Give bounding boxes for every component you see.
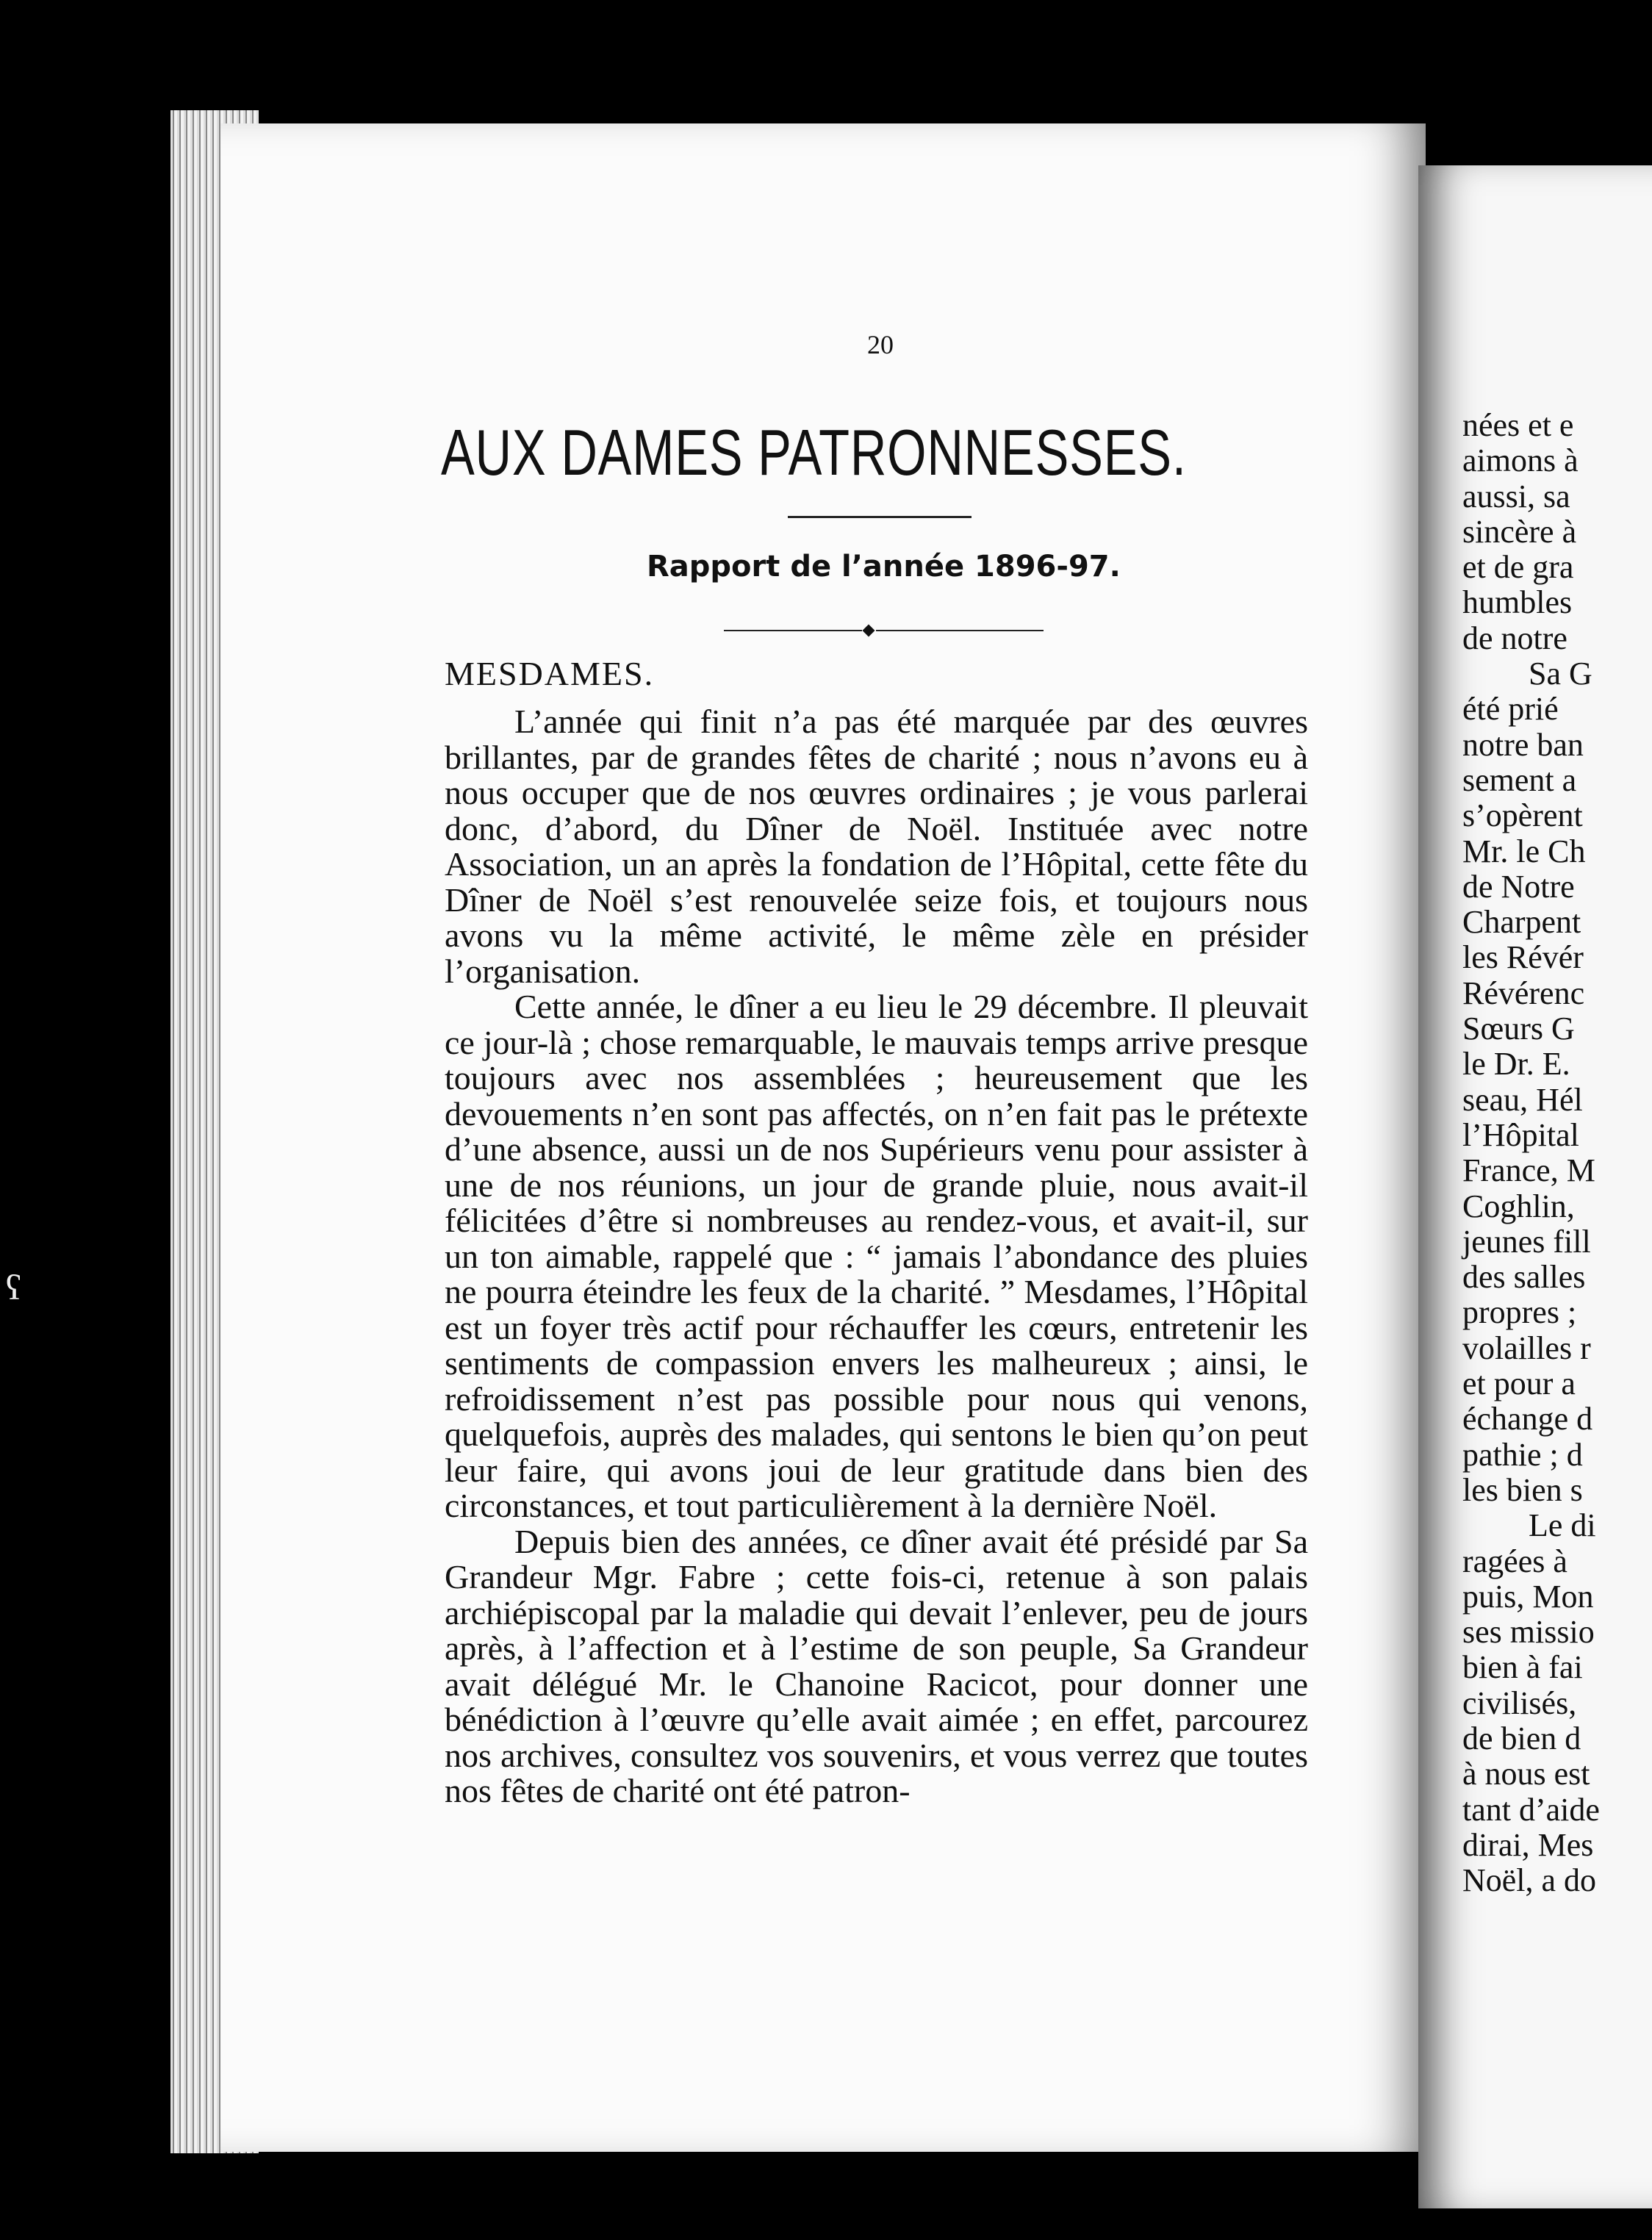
right-page-line: jeunes fill [1462,1223,1591,1260]
right-page-line: de notre [1462,620,1567,656]
right-page-line: l’Hôpital [1462,1116,1579,1153]
right-page-line: échange d [1462,1401,1593,1437]
title-divider [788,516,972,518]
right-page-line: et pour a [1462,1365,1576,1402]
right-page-line: ragées à [1462,1543,1567,1579]
right-page-line: Noël, a do [1462,1862,1597,1899]
right-page-line: seau, Hél [1462,1081,1583,1118]
right-page-line: humbles [1462,584,1573,621]
right-page-line: les Révér [1462,939,1584,976]
right-page-line: notre ban [1462,726,1584,763]
right-page-line: civilisés, [1462,1684,1577,1721]
right-page-line: s’opèrent [1462,797,1583,834]
ornament-rule-left [724,630,862,631]
right-page-line: aussi, sa [1462,478,1570,514]
right-page-line: France, M [1462,1152,1595,1189]
right-page-line: volailles r [1462,1329,1591,1366]
right-page-line: les bien s [1462,1471,1583,1508]
ornament-rule-right [876,630,1044,631]
right-page-line: le Dr. E. [1462,1046,1570,1083]
margin-mark: ʕ [6,1268,22,1307]
right-page-line: propres ; [1462,1294,1577,1331]
right-page-line: à nous est [1462,1756,1590,1792]
right-page-line: de bien d [1462,1720,1581,1756]
right-page-line: ses missio [1462,1614,1595,1651]
paragraph: L’année qui finit n’a pas été marquée par des œuvres brillantes, par de grandes fêtes de charité ; nous n’avons eu à nous occuper que de nos œuvres ordinaires ; je vous parlerai donc, d’abord, du Dîner de Noël. Instituée avec notre Association, un an après la fondation de l’Hôpital, cette fête du Dîner de Noël s’est renouvelée seize fois, et toujours nous avons vu la même activité, le même zèle en présider l’organisation. [445,703,1308,990]
right-page-line: nées et e [1462,407,1574,443]
right-page-line: été prié [1462,691,1559,728]
right-page-line: Mr. le Ch [1462,833,1586,869]
right-page-line: pathie ; d [1462,1436,1583,1473]
right-page-line: de Notre [1462,868,1575,905]
paragraph: Cette année, le dîner a eu lieu le 29 décembre. Il pleuvait ce jour-là ; chose remarquable, le mauvais temps arrive presque toujours avec nos assemblées ; heureusement que les devouements n’en sont pas affectés, on n’en fait pas le prétexte d’une absence, aussi un de nos Supérieurs venu pour assister à une de nos réunions, un jour de grande pluie, nous avait-il félicitées d’être si nombreuses au rendez-vous, et avait-il, sur un ton aimable, rappelé que : “ jamais l’abondance des pluies ne pourra éteindre les feux de la charité. ” Mesdames, l’Hôpital est un foyer très actif pour réchauffer les cœurs, entretenir les sentiments de compassion envers les malheureux ; ainsi, le refroidissement n’est pas possible pour nous qui venons, quelquefois, auprès des malades, qui sentons le bien qu’on peut leur faire, qui avons joui de leur gratitude dans bien des circonstances, et tout particulièrement à la dernière Noël. [445,988,1308,1524]
right-page-line: et de gra [1462,549,1574,586]
right-page-line: dirai, Mes [1462,1826,1594,1863]
right-page-line: Sa G [1529,656,1592,692]
right-page-line: Coghlin, [1462,1188,1575,1224]
salutation: MESDAMES. [445,655,655,692]
article-body [445,704,1308,1809]
report-subtitle: Rapport de l’année 1896-97. [647,550,1121,584]
right-page-line: Révérenc [1462,974,1585,1011]
right-page-line: des salles [1462,1259,1586,1296]
right-page-text [1462,408,1600,1898]
page-number: 20 [867,330,894,359]
right-page-line: sement a [1462,761,1577,798]
right-page-line: Charpent [1462,904,1581,941]
right-page-line: tant d’aide [1462,1791,1600,1828]
right-page-line: aimons à [1462,442,1579,479]
right-page-line: sincère à [1462,513,1577,550]
right-page-line: puis, Mon [1462,1578,1594,1615]
right-page [1418,165,1652,2208]
right-page-line: Sœurs G [1462,1010,1575,1047]
paragraph: Depuis bien des années, ce dîner avait été présidé par Sa Grandeur Mgr. Fabre ; cette fois-ci, retenue à son palais archiépiscopal par la maladie qui devait l’enlever, peu de jours après, à l’affection et à l’estime de son peuple, Sa Grandeur avait délégué Mr. le Chanoine Racicot, pour donner une bénédiction à l’œuvre qu’elle avait aimée ; en effet, parcourez nos archives, consultez vos souvenirs, et vous verrez que toutes nos fêtes de charité ont été patron- [445,1522,1308,1809]
right-page-line: bien à fai [1462,1649,1583,1686]
right-page-line: Le di [1529,1507,1596,1544]
page-title: AUX DAMES PATRONNESSES. [441,416,1187,489]
